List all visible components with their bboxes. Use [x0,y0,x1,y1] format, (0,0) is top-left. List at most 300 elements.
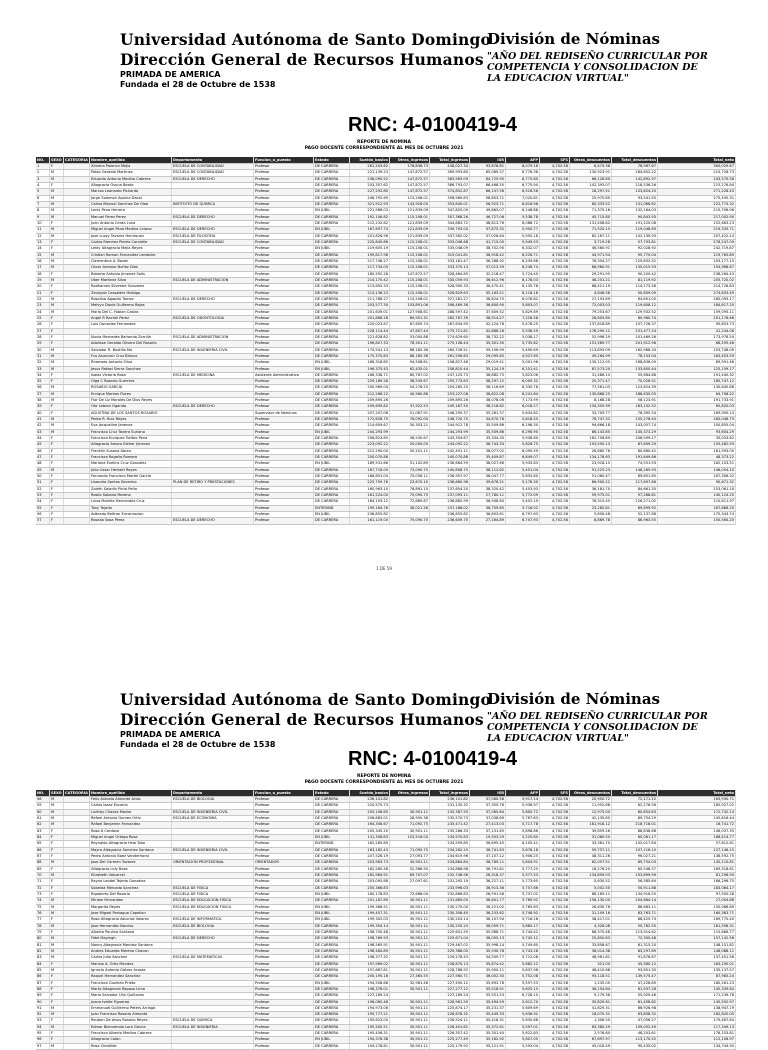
table-cell: 78,153.04 [612,354,658,359]
table-cell: 4,702.58 [540,348,570,353]
table-cell: 19,503.29 [470,835,506,840]
table-cell: 64,725.95 [470,177,506,182]
table-cell: 339,793.00 [430,227,470,232]
table-cell: 231,292.19 [430,879,470,884]
table-cell: 5,716.02 [506,506,540,511]
table-cell: 5,743.28 [506,949,540,954]
table-cell: 38,297.12 [470,379,506,384]
table-cell: DE CARRERA [314,449,350,454]
table-cell: 5,777.25 [506,867,540,872]
table-cell: 328,900.33 [430,284,470,289]
table-cell: 236,609.75 [430,518,470,523]
table-cell [64,873,90,878]
table-cell: Eduardo Antonio Medina Cabrera [90,177,172,182]
table-cell: 330,059.93 [430,278,470,283]
table-cell: 115,208.01 [390,253,430,258]
table-cell: 48,373.22 [658,455,736,460]
table-cell: 4,702.58 [540,177,570,182]
table-cell: Profesor [254,291,314,296]
table-cell [172,468,254,473]
table-cell: Andres Eduardo Moreno Chacon [90,949,172,954]
table-cell: 19 [36,278,50,283]
table-cell: 125,159.17 [658,367,736,372]
table-cell [172,208,254,213]
table-cell: 146,037.35 [658,829,736,834]
table-cell: F [50,436,64,441]
table-cell: Fco Asuncion Cruz Blanco [90,354,172,359]
table-cell: DE CARRERA [314,291,350,296]
table-cell: 30,201.11 [390,449,430,454]
table-row [36,1044,736,1050]
table-cell: 191,649.86 [612,455,658,460]
table-cell: DE CARRERA [314,949,350,954]
table-cell: M [50,468,64,473]
table-cell: 89,601.65 [612,474,658,479]
table-cell: 176,836.73 [390,164,430,169]
table-cell: 36,759.85 [470,506,506,511]
table-cell: 36,530.67 [390,436,430,441]
table-cell: 225,179.92 [430,1044,470,1049]
table-cell: Profesor [254,379,314,384]
table-cell: Manuel Perez Perez [90,215,172,220]
table-cell: DE CARRERA [314,493,350,498]
table-cell: 194,973.06 [350,1006,390,1011]
table-cell [64,373,90,378]
table-cell: 77,561.03 [570,385,612,390]
table-cell: 5,933.63 [506,461,540,466]
table-cell [64,803,90,808]
table-cell: 66 [36,848,50,853]
table-cell: Fernando Francisco Martel Garcia [90,474,172,479]
table-cell: 121,839.09 [390,221,430,226]
table-cell: Profesor [254,480,314,485]
table-cell [172,449,254,454]
table-cell: 5,597.53 [506,981,540,986]
table-cell: 10 [36,221,50,226]
table-cell: 155,482.93 [658,442,736,447]
page-header [0,30,768,90]
table-cell: 33 [36,367,50,372]
table-cell: 4,702.58 [540,506,570,511]
table-cell: Asistente Administrativo [254,373,314,378]
table-cell [64,1031,90,1036]
table-cell: 4,702.58 [540,835,570,840]
table-cell: 4,702.58 [540,259,570,264]
table-cell [172,360,254,365]
table-cell [172,354,254,359]
table-cell: 57,812.81 [658,841,736,846]
table-cell: 237,093.11 [430,493,470,498]
table-cell: Profesor [254,177,314,182]
table-cell: 148,151.82 [658,943,736,948]
column-header: CATEGORIA [64,790,90,796]
table-cell: 102,017.64 [612,841,658,846]
table-cell: EN JUBIL [314,1037,350,1042]
table-cell [172,506,254,511]
table-cell [390,455,430,460]
table-cell: Francisco Guzman Prieto [90,981,172,986]
table-cell [172,867,254,872]
table-cell: 228,114.44 [350,329,390,334]
table-cell: 73,090.75 [390,468,430,473]
table-cell: 148,265.93 [612,468,658,473]
page-gap [0,578,768,690]
table-cell: DE CARRERA [314,468,350,473]
table-cell: 117,697.66 [612,480,658,485]
table-cell: F [50,886,64,891]
table-cell: 30,901.11 [390,1012,430,1017]
table-cell: M [50,215,64,220]
table-cell: 196,375.43 [350,367,390,372]
table-cell: 8,079.16 [506,164,540,169]
table-header-row [36,157,736,164]
table-cell: Profesor [254,360,314,365]
table-cell [172,284,254,289]
table-cell: 4,702.58 [540,170,570,175]
table-cell: 143,926.00 [390,202,430,207]
table-cell [64,1000,90,1005]
table-cell: 4,702.58 [540,480,570,485]
table-cell: 31 [36,354,50,359]
table-cell: 4,702.58 [540,297,570,302]
table-cell: 215,706.06 [658,208,736,213]
table-cell: 4,702.58 [540,208,570,213]
table-cell: 140,124.20 [658,493,736,498]
table-cell: 37,107.12 [470,854,506,859]
table-cell: ORIENTADOR [254,860,314,865]
table-cell: Marisia A. Ortiz Mendez [90,962,172,967]
table-cell: 32 [36,360,50,365]
table-cell: DE CARRERA [314,329,350,334]
table-cell: 229,169.28 [350,379,390,384]
table-cell: Elizabeth Valcarcel [90,873,172,878]
table-cell [172,974,254,979]
table-cell: 4,702.58 [540,385,570,390]
table-cell: DE CARRERA [314,797,350,802]
table-cell: 163,182.43 [350,848,390,853]
table-cell: 38,320.42 [470,487,506,492]
column-header: NO. [36,790,50,796]
column-header: Total_neto [658,157,736,163]
table-cell: 221,628.62 [350,335,390,340]
table-cell [64,392,90,397]
table-cell: 4,702.58 [540,291,570,296]
table-cell: 89 [36,993,50,998]
table-cell: 60,333.52 [570,202,612,207]
table-cell [64,924,90,929]
table-cell: 4,702.58 [540,822,570,827]
founding-date: Fundada el 28 de Octubre de 1538 [120,80,276,89]
table-cell: DE CARRERA [314,411,350,416]
table-cell: 198,484.89 [350,949,390,954]
table-cell: M [50,924,64,929]
table-cell: Profesor [254,392,314,397]
table-cell: 132,164.03 [612,208,658,213]
table-cell: 86,683.11 [612,905,658,910]
table-cell: ESCUELA DE INGENIERIA CIVIL [172,810,254,815]
table-cell: 72,171.22 [612,797,658,802]
table-cell: ESCUELA DE INGENIERIA CIVIL [172,848,254,853]
column-header: Total_descuentos [612,157,658,163]
table-cell [64,278,90,283]
table-cell: 48 [36,461,50,466]
table-cell: 214,170.42 [350,278,390,283]
table-cell: Profesor [254,335,314,340]
table-cell: 150,086.89 [658,905,736,910]
table-cell: 4,702.58 [540,341,570,346]
table-cell: 4,702.58 [540,1000,570,1005]
table-cell: DE CARRERA [314,379,350,384]
table-cell: 30,901.11 [390,1018,430,1023]
table-cell [64,322,90,327]
table-cell [64,905,90,910]
table-cell: 25,975.80 [570,196,612,201]
table-cell: 115,208.01 [390,240,430,245]
table-cell [172,265,254,270]
table-cell: 4,702.58 [540,1025,570,1030]
table-cell [172,461,254,466]
table-cell: 27,193.89 [570,297,612,302]
table-cell: 2,576.80 [570,1031,612,1036]
table-cell: ESCUELA DE MATEMATICAS [172,955,254,960]
table-cell: 246,792.69 [350,196,390,201]
table-cell: 236,101.82 [350,797,390,802]
table-cell [172,930,254,935]
table-cell [64,208,90,213]
table-cell [172,329,254,334]
table-cell: Profesor [254,196,314,201]
table-cell: 37,875.32 [470,227,506,232]
university-block [120,690,491,750]
table-cell [172,259,254,264]
table-cell: 62,435.01 [390,367,430,372]
table-cell: 161,224.00 [350,493,390,498]
table-cell: Francisco Alberto Medina Cabrera [90,1031,172,1036]
table-cell: 6,238.74 [506,265,540,270]
table-cell: 5,949.53 [506,240,540,245]
table-cell: 4,702.58 [540,411,570,416]
table-cell [64,879,90,884]
table-cell: EN JUBIL [314,911,350,916]
column-header: Funcion_o_puesto [254,157,314,163]
table-cell: Profesor [254,367,314,372]
table-cell: M [50,170,64,175]
table-cell [172,493,254,498]
table-cell: 221,139.23 [350,170,390,175]
table-cell: 219,765.89 [658,253,736,258]
table-cell: DE CARRERA [314,867,350,872]
table-cell: 38,078.06 [470,398,506,403]
table-cell: 35,301.30 [470,341,506,346]
table-cell: 188,635.05 [612,392,658,397]
table-cell: 137,818.89 [570,322,612,327]
table-cell: Marta Altagracia Raposo Lima [90,987,172,992]
table-cell: 6,616.96 [506,202,540,207]
table-cell: 198,700.48 [350,930,390,935]
table-cell: 47,056.27 [612,1018,658,1023]
table-cell: 50,911.88 [612,886,658,891]
table-cell [64,917,90,922]
table-cell: 166,318.85 [350,360,390,365]
table-cell: 32,218.47 [470,272,506,277]
table-cell: Profesor [254,385,314,390]
table-cell: M [50,303,64,308]
table-cell: 5,630.52 [570,879,612,884]
table-cell: 217,748.27 [350,259,390,264]
table-cell: F [50,917,64,922]
table-cell: 191,220.08 [612,221,658,226]
table-cell: 35,551.53 [470,993,506,998]
table-cell: 162,964.91 [350,873,390,878]
year-motto: "AÑO DEL REDISEÑO CURRICULAR POR COMPETENCIA Y CONSOLIDACION DE LA EDUCACION VIRTUAL" [487,51,708,84]
table-cell [64,480,90,485]
table-cell: 127,146.15 [658,848,736,853]
table-cell: 4,702.58 [540,512,570,517]
table-cell: 155,276.40 [612,417,658,422]
table-cell: 201,187.89 [350,898,390,903]
table-cell: 183,403.59 [658,354,736,359]
table-cell: 36 [36,385,50,390]
table-cell: 29,291.95 [570,272,612,277]
table-cell: M [50,1012,64,1017]
table-cell: 6,088.72 [506,221,540,226]
table-cell [172,417,254,422]
table-cell: DE CARRERA [314,284,350,289]
table-cell: F [50,879,64,884]
table-cell: 35 [36,379,50,384]
table-cell: DE CARRERA [314,423,350,428]
table-cell: 30,901.11 [390,810,430,815]
table-cell: M [50,208,64,213]
table-cell: 36,895.45 [470,841,506,846]
table-cell [64,348,90,353]
column-header: Estado [314,157,350,163]
table-cell: EN JUBIL [314,227,350,232]
table-cell: 232,748.96 [430,873,470,878]
table-cell: 4,702.58 [540,987,570,992]
table-cell: Franklin Susana Abreu [90,449,172,454]
table-cell: 57,793.81 [612,240,658,245]
table-cell: 27,097.61 [390,879,430,884]
table-cell: 55,929.46 [612,993,658,998]
table-cell: M [50,360,64,365]
table-cell: 213,136.23 [350,291,390,296]
table-cell: 214,609.67 [350,423,390,428]
table-cell: 5,536.59 [506,329,540,334]
table-cell [64,189,90,194]
column-header: AFP [506,790,540,796]
table-cell: Profesor [254,354,314,359]
table-cell: 4,702.58 [540,487,570,492]
table-cell: DE CARRERA [314,499,350,504]
table-cell: 33,709.77 [570,411,612,416]
table-cell [64,816,90,821]
table-cell: Juana Ivette Figueroa [90,1000,172,1005]
table-cell: 69,899.92 [612,506,658,511]
table-cell: F [50,829,64,834]
university-name: Universidad Autónoma de Santo Domingo [120,30,492,49]
table-cell: 6,239.68 [506,259,540,264]
table-cell: 212,266.22 [350,392,390,397]
table-cell: 178,153.81 [658,1031,736,1036]
table-cell: 204,684.14 [612,898,658,903]
table-cell: 20,950.72 [570,797,612,802]
table-cell: Carlos Julio Sanchez [90,955,172,960]
table-cell: ESCUELA DE BIOLOGIA [172,797,254,802]
table-cell: 47 [36,455,50,460]
table-cell: 41,244.08 [658,329,736,334]
table-cell: 131,356.83 [350,835,390,840]
table-cell: DE CARRERA [314,189,350,194]
table-cell: 145,616.44 [658,816,736,821]
table-cell: 5,452.19 [506,499,540,504]
table-cell: 109,052.49 [612,1025,658,1030]
table-cell: 134,859.03 [570,873,612,878]
table-cell: 5,898.86 [506,829,540,834]
table-cell: ESCUELA DE FISICA [172,886,254,891]
table-cell: 4,702.58 [540,499,570,504]
table-cell: 174,541.13 [350,348,390,353]
table-cell: 211,788.27 [350,297,390,302]
table-cell: 4,702.58 [540,221,570,226]
table-cell: Profesor [254,240,314,245]
table-cell: 30 [36,348,50,353]
table-cell: Rhamses Antonio Silva [90,360,172,365]
table-cell [64,468,90,473]
table-cell: 6,797.63 [506,512,540,517]
table-cell: Profesor [254,329,314,334]
table-cell: 201,912.98 [612,341,658,346]
table-cell: 207,422.14 [658,234,736,239]
table-cell: 4,702.58 [540,949,570,954]
table-cell: 115,208.01 [390,196,430,201]
table-cell [172,1006,254,1011]
table-cell: 35,449.33 [470,1012,506,1017]
table-cell: 230,270.00 [430,905,470,910]
table-cell: 5,742.12 [506,936,540,941]
table-cell [64,411,90,416]
table-cell: Margarita Reyes [90,905,172,910]
table-cell: 145,502.97 [658,1000,736,1005]
table-cell: 71 [36,879,50,884]
table-cell [64,1044,90,1049]
table-cell [172,1000,254,1005]
table-cell: 30,901.11 [390,924,430,929]
table-cell [172,442,254,447]
table-cell: Profesor [254,442,314,447]
table-cell: 80,980.74 [612,316,658,321]
table-cell: 56 [36,512,50,517]
table-cell: 4,702.58 [540,461,570,466]
table-cell: 38,021.26 [390,506,430,511]
table-cell: 167,686.20 [658,506,736,511]
table-cell [64,310,90,315]
table-cell: Profesor [254,404,314,409]
table-cell: Lisandra Santos Severino [90,480,172,485]
table-cell: 5,772.09 [506,493,540,498]
table-cell: F [50,329,64,334]
table-cell: 35,124.19 [470,367,506,372]
table-cell: 30,901.11 [390,955,430,960]
table-cell: 30,901.11 [390,917,430,922]
table-cell: F [50,1037,64,1042]
table-cell: 209,895.26 [430,398,470,403]
table-cell: 35,409.87 [470,455,506,460]
table-cell: 47,607.44 [390,329,430,334]
table-cell [64,367,90,372]
table-cell: Profesor [254,1037,314,1042]
page-header [0,690,768,750]
